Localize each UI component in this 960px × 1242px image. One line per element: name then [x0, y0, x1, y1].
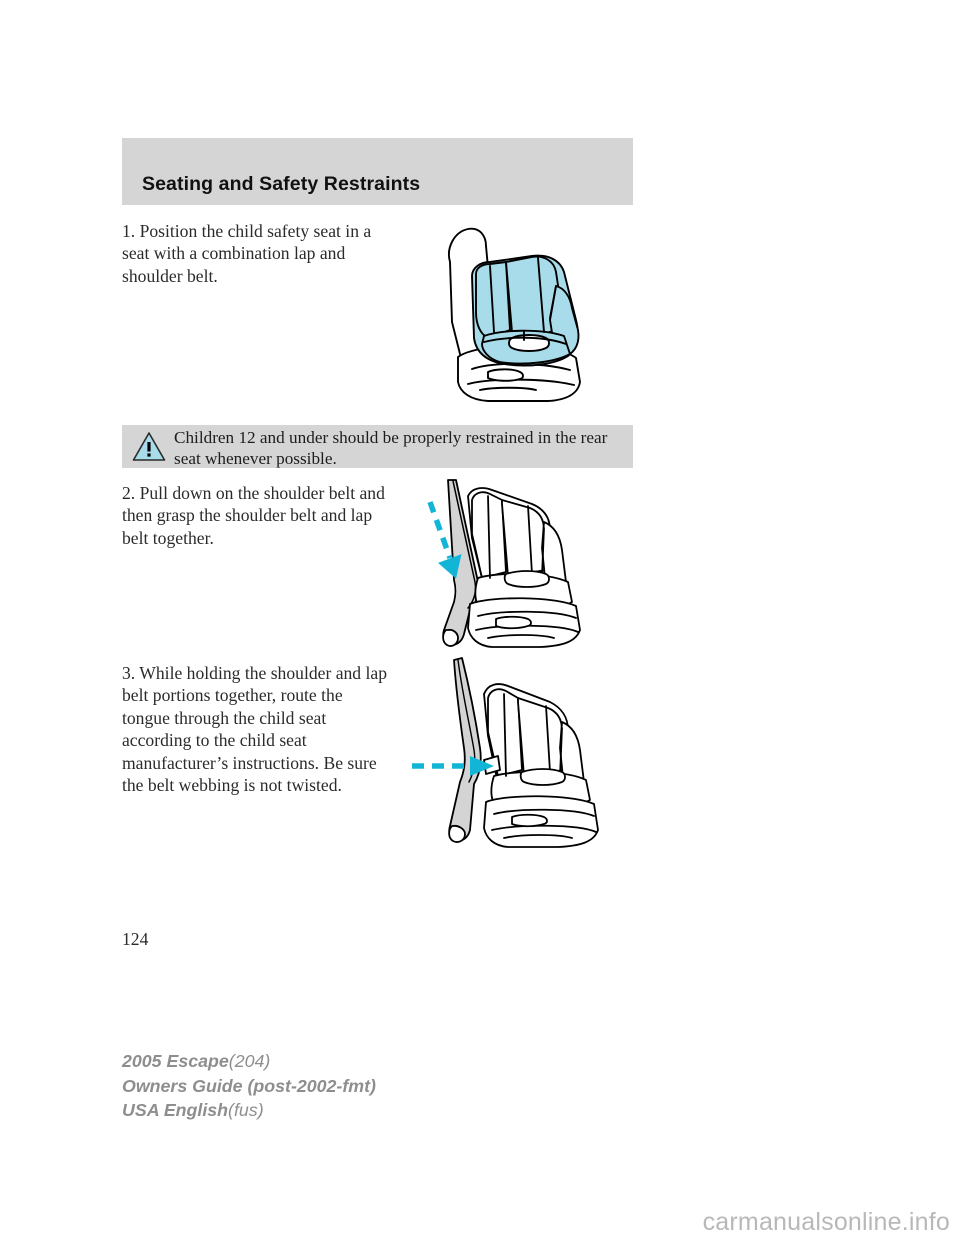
footer-language-code: (fus)	[228, 1100, 264, 1120]
warning-message-text: Children 12 and under should be properly restrained in the rear seat whenever possible.	[174, 428, 608, 468]
footer-guide-name: Owners Guide (post-2002-fmt)	[122, 1075, 376, 1096]
step-2-instruction-text: 2. Pull down on the shoulder belt and then grasp the shoulder belt and lap belt together.	[122, 483, 385, 548]
site-watermark: carmanualsonline.info	[702, 1208, 950, 1236]
footer-model-name: 2005 Escape	[122, 1051, 229, 1071]
page-title: Seating and Safety Restraints	[142, 173, 421, 195]
footer-line-language	[122, 1098, 376, 1123]
page-number: 124	[122, 929, 149, 949]
footer-line-guide	[122, 1074, 376, 1099]
document-footer	[122, 1049, 376, 1123]
section-header-banner	[122, 138, 633, 205]
pull-down-shoulder-belt-illustration	[420, 478, 605, 653]
footer-model-code: (204)	[228, 1051, 271, 1071]
step-1-instruction-text: 1. Position the child safety seat in a seat with a combination lap and shoulder belt.	[122, 221, 372, 286]
warning-callout-box	[122, 425, 633, 468]
footer-line-model	[122, 1049, 376, 1074]
child-safety-seat-in-vehicle-seat-illustration	[428, 212, 603, 412]
step-3-instruction-text: 3. While holding the shoulder and lap belt portions together, route the tongue through the child seat according to the child seat manufacturer’s instructions. Be sure the belt webbing is not twisted.	[122, 663, 387, 796]
warning-triangle-icon	[132, 431, 166, 462]
route-belt-tongue-through-child-seat-illustration	[410, 652, 605, 852]
footer-language-name: USA English	[122, 1100, 229, 1120]
right-arrow-glyph	[412, 756, 494, 776]
